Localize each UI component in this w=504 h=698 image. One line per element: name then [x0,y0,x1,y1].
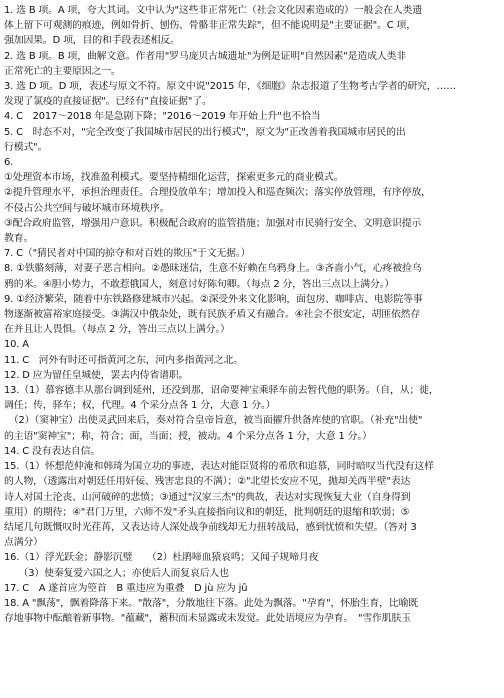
text-line: 15.（1）怀想范仲淹和韩琦为国立功的事迹，表达对能臣贤将的希欣和追慕，同时暗叹当代没有这样 [4,461,434,473]
text-line: 13.（1）慕容德丰从那台调到延州，还没到那，诏命要神宝乘驿车前去暂代他的职务。（自，从；徙， [4,385,439,397]
text-line: 正常死亡的主要原因之一。 [4,65,121,77]
text-line: 11. C 河外有时还可指黄河之东，河内多指黄河之北。 [4,354,243,366]
text-line: 存地事物中酝酿着新事物。"蕴藏"，蓄积而未显露或未发觉。此处语境应为孕育。 "雪作肌肤玉 [4,613,411,625]
text-line: 诗人对国土沦丧、山河破碎的悲愤；③通过"汉家三杰"的典故，表达对实现恢复大业（自身得到 [4,491,411,503]
text-line: 鸦的米。④胆小势力，不敢惹俄国人，刻意讨好陈旬卿。（每点 2 分，答出三点以上满分。） [4,278,395,290]
text-line: 9. ①经济繁荣，随着中东铁路修建城市兴起。②深受外来文化影响，面包房、咖啡店、电影院等事 [4,293,423,305]
text-line: 2. 选 B 项。B 项，曲解文意。作者用"罗马庞贝古城遗址"为例是证明"自然因素"是造成人类非 [4,50,406,62]
text-line: 5. C 时态不对，"完全改变了我国城市居民的出行模式"，原文为"正改善着我国城市居民的出 [4,126,406,138]
text-line: 10. A [4,339,29,351]
text-line: ②提升管理水平，承担治理责任。合理投放单车；增加投入和巡查频次；落实停放管理，有序停放， [4,187,431,199]
text-line: 12. D 应为留任皇城使，罢去内侍省谱职。 [4,369,189,381]
text-line: 17. C A 遂首应为箜首 B 重违应为重叠 D jù 应为 jū [4,582,248,594]
text-line: 的主语"窦神宝"；称，符合；面，当面；授，被动。4 个采分点各 1 分，大意 1 分。） [4,430,372,442]
text-line: 不侵占公共空间与破坏城市环境秩序。 [4,202,170,214]
text-line: （2）（窦神宝）出使灵武回来后，奏对符合皇帝旨意，被当面擢升供备库使的官职。（补充"出使" [4,415,423,427]
text-line: 点满分） [4,537,43,549]
text-line: 教育。 [4,233,34,245]
text-line: 在并且让人畏惧。（每点 2 分，答出三点以上满分。） [4,324,230,336]
text-line: 18. A "飘荡"，飘着降落下来。"散落"，分散地往下落。此处为飘落。"孕育"，怀胎生育，比喻既 [4,597,419,609]
text-line: 14. C 没有表达自信。 [4,445,101,457]
text-line: ③配合政府监管，增强用户意识。积极配合政府的监管措施；加强对市民骑行安全、文明意识提示 [4,217,422,229]
text-line: 4. C 2017～2018 年是急剧下降；"2016～2019 年开始上升"也不恰当 [4,111,321,123]
text-line: 调任；传，驿车；权，代理。4 个采分点各 1 分，大意 1 分。） [4,400,276,412]
text-line: 强加因果。D 项，目的和手段表述相反。 [4,35,180,47]
text-line: 1. 选 B 项。A 项，夸大其词。文中认为"这些非正常死亡（社会文化因素造成的）一般会在人类遗 [4,5,422,16]
text-line: 7. C（"猜民者对中国的掠夺和对百姓的欺压"于文无据。） [4,248,251,260]
text-line: 6. [4,157,14,169]
text-line: ①处理资本市场，找准盈利模式。要坚持精细化运营，探索更多元的商业模式。 [4,172,344,184]
text-line: 物逐渐被富裕家庭接受。③满汉中俄杂处，既有民族矛盾又有融合。④社会不很安定，胡匪依然存 [4,309,421,321]
text-line: 的人物，（透露出对朝廷任用奸佞、残害忠良的不满）；②"北望长安应不见，抛却关西半壁"表达 [4,476,411,488]
text-line: （3）使秦复爱六国之人；亦使后人而复哀后人也 [4,567,229,579]
text-line: 结尾几句既慨叹时光荏苒，又表达诗人深处战争前线却无力扭转战局，感到忧愤和失望。（答对 3 [4,521,417,533]
text-line: 体上留下可观测的痕迹，例如骨折、刨伤、骨骼非正常失踪"，但不能说明是"主要证据"。C 项， [4,20,416,32]
text-line: 重用）的期待；④"君门万里，六师不发"矛头直接指向议和的朝廷，批判朝廷的退缩和软弱；⑤ [4,506,410,518]
text-line: 8. ①铁骼刻薄，对妻子恶言相向。②愚昧迷信，生意不好赖在乌鸦身上。③吝啬小气，心疼被捡乌 [4,263,422,275]
text-line: 16.（1）浮光跃金；静影沉璧 （2）杜鹃啼血猿哀鸣；又闻子规啼月夜 [4,552,319,564]
text-line: 3. 选 D 项。D 项，表述与原文不符。原文中说"2015 年，《细胞》杂志报道了生物考古学者的研究，…… [4,81,456,93]
text-line: 发现了氯疫的直接证据"。已经有"直接证据"了。 [4,96,212,108]
text-line: 行模式"。 [4,141,48,153]
